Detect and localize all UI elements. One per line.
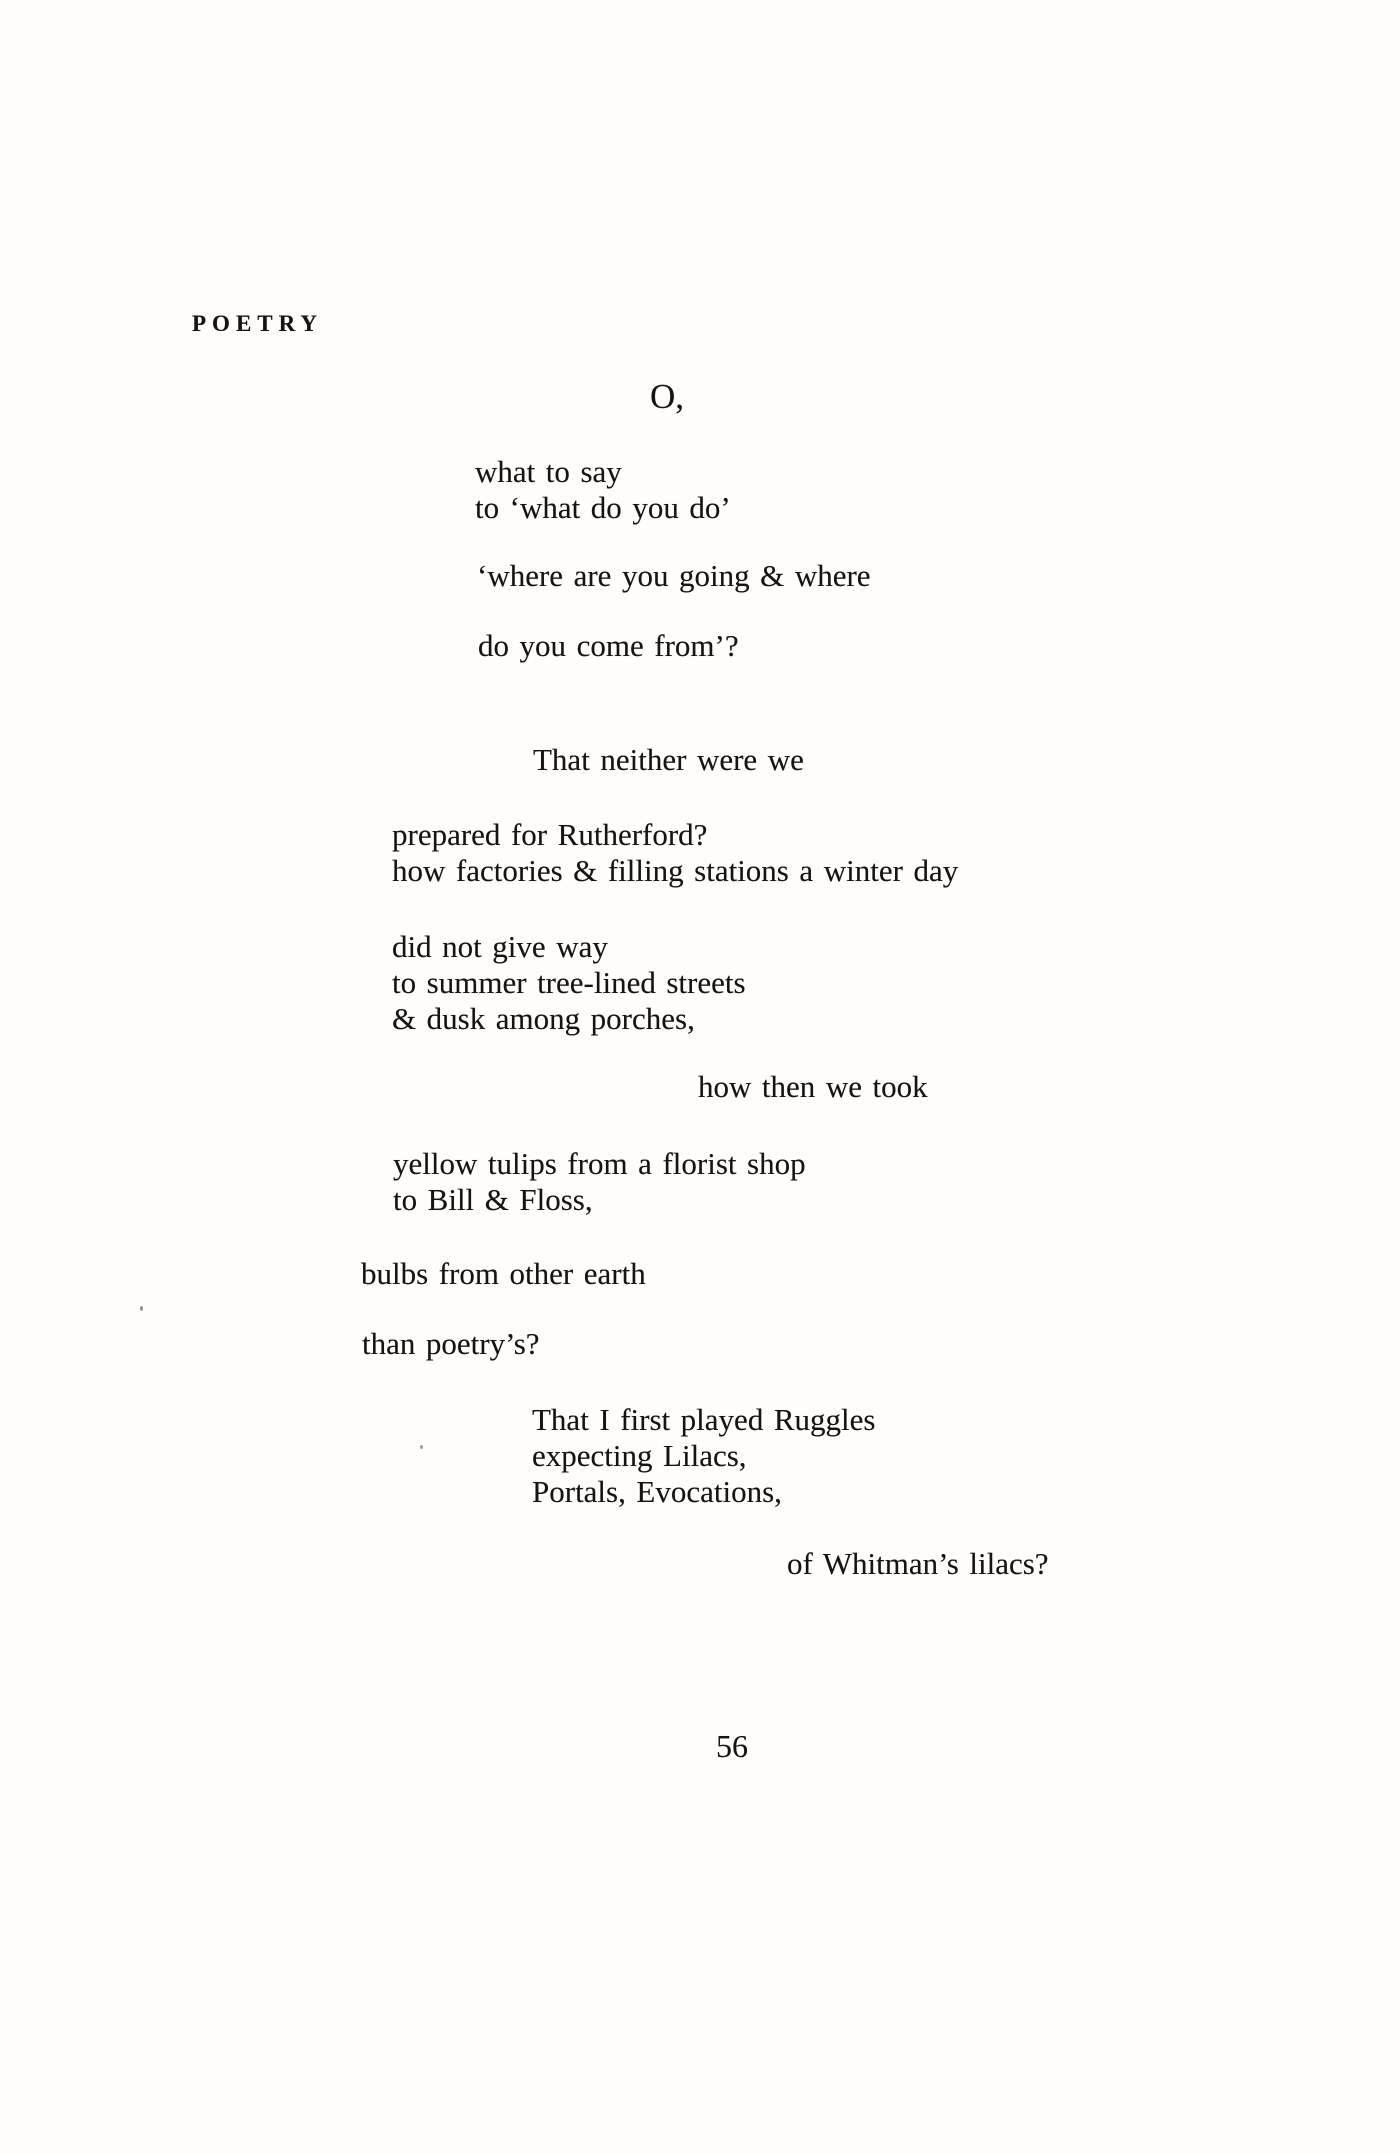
poem-stanza-8 — [393, 1146, 806, 1218]
poem-stanza-6 — [392, 929, 746, 1037]
poem-line: yellow tulips from a florist shop — [393, 1146, 806, 1181]
poem-line: to Bill & Floss, — [393, 1182, 593, 1217]
poem-stanza-12 — [787, 1546, 1049, 1582]
poem-line: ‘where are you going & where — [477, 558, 871, 593]
poem-stanza-3 — [478, 628, 739, 664]
poem-line: of Whitman’s lilacs? — [787, 1546, 1049, 1581]
poem-line: O, — [650, 377, 685, 416]
poem-stanza-10 — [362, 1326, 540, 1362]
poem-line: to ‘what do you do’ — [475, 490, 731, 525]
poem-stanza-4 — [533, 742, 804, 778]
poem-line: prepared for Rutherford? — [392, 817, 708, 852]
poem-stanza-1 — [475, 454, 731, 526]
poem-stanza-7 — [698, 1069, 928, 1105]
poem-line: than poetry’s? — [362, 1326, 540, 1361]
poem-line: how factories & filling stations a winter day — [392, 853, 959, 888]
poem-line: That I first played Ruggles — [532, 1402, 876, 1437]
poem-line: & dusk among porches, — [392, 1001, 695, 1036]
poem-line: how then we took — [698, 1069, 928, 1104]
print-speck — [420, 1445, 423, 1449]
poem-line: to summer tree-lined streets — [392, 965, 746, 1000]
poem-stanza-2 — [477, 558, 871, 594]
poem-stanza-5 — [392, 817, 958, 889]
poem-line: what to say — [475, 454, 622, 489]
print-speck — [140, 1306, 143, 1311]
section-label: POETRY — [192, 311, 324, 336]
poem-opening-word — [650, 379, 684, 415]
poem-line: Portals, Evocations, — [532, 1474, 782, 1509]
poem-stanza-11 — [532, 1402, 875, 1510]
poem-line: did not give way — [392, 929, 608, 964]
poem-line: That neither were we — [533, 742, 804, 777]
poem-line: expecting Lilacs, — [532, 1438, 747, 1473]
poem-line: do you come from’? — [478, 628, 739, 663]
page-number: 56 — [716, 1728, 748, 1764]
poem-stanza-9 — [361, 1256, 646, 1292]
poem-line: bulbs from other earth — [361, 1256, 646, 1291]
